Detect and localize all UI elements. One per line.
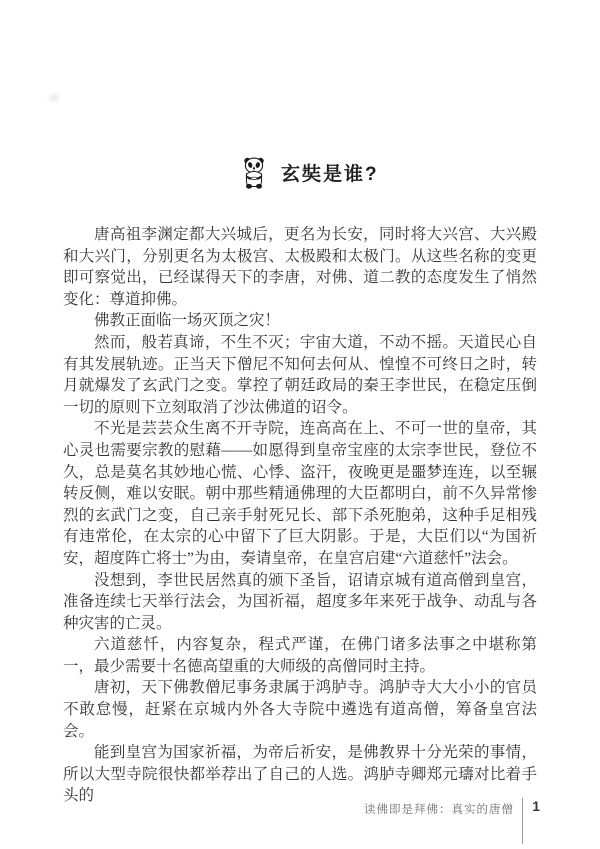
page-footer: [0, 796, 600, 846]
paragraph: 能到皇宫为国家祈福，为帝后祈安，是佛教界十分光荣的事情，所以大型寺院很快都举荐出了自己的人选。鸿胪寺卿郑元璹对比着手头的: [63, 744, 537, 805]
paragraph: 唐高祖李渊定都大兴城后，更名为长安，同时将大兴宫、大兴殿和大兴门，分别更名为太极宫、太极殿和太极门。从这些名称的变更即可察觉出，已经谋得天下的李唐，对佛、道二教的态度发生了悄然变化：尊道抑佛。: [63, 226, 537, 308]
footer-divider: [522, 798, 523, 844]
scan-smudge: [46, 92, 62, 104]
paragraph: 不光是芸芸众生离不开寺院，连高高在上、不可一世的皇帝，其心灵也需要宗教的慰藉——如愿得到皇帝宝座的太宗李世民，登位不久，总是莫名其妙地心慌、心悸、盗汗，夜晚更是噩梦连连，以至辗转反侧，难以安眠。朝中那些精通佛理的大臣都明白，前不久异常惨烈的玄武门之变，自己亲手射死兄长、部下杀死胞弟，这种手足相残有违常伦，在太宗的心中留下了巨大阴影。于是，大臣们以“为国祈安，超度阵亡将士”为由，奏请皇帝，在皇宫启建“六道慈忏”法会。: [63, 420, 537, 567]
footer-book-title: 读佛即是拜佛：真实的唐僧: [364, 804, 514, 816]
chapter-title: 玄奘是谁?: [281, 163, 379, 185]
paragraph: 六道慈忏，内容复杂，程式严谨，在佛门诸多法事之中堪称第一，最少需要十名德高望重的大师级的高僧同时主持。: [63, 636, 537, 675]
paragraph: 没想到，李世民居然真的颁下圣旨，诏请京城有道高僧到皇宫，准备连续七天举行法会，为国祈福，超度多年来死于战争、动乱与各种灾害的亡灵。: [63, 571, 537, 632]
body-text: [63, 224, 537, 807]
panda-icon: [242, 156, 266, 189]
paragraph: 唐初，天下佛教僧尼事务隶属于鸿胪寺。鸿胪寺大大小小的官员不敢怠慢，赶紧在京城内外各大寺院中遴选有道高僧，筹备皇宫法会。: [63, 679, 537, 740]
paragraph: 佛教正面临一场灭顶之灾！: [94, 312, 281, 330]
paragraph: 然而，般若真谛，不生不灭；宇宙大道，不动不摇。天道民心自有其发展轨迹。正当天下僧尼不知何去何从、惶惶不可终日之时，转月就爆发了玄武门之变。掌控了朝廷政局的秦王李世民，在稳定压倒一切的原则下立刻取消了沙汰佛道的诏令。: [63, 333, 537, 416]
chapter-header: [242, 153, 379, 191]
page-number: 1: [532, 798, 540, 814]
